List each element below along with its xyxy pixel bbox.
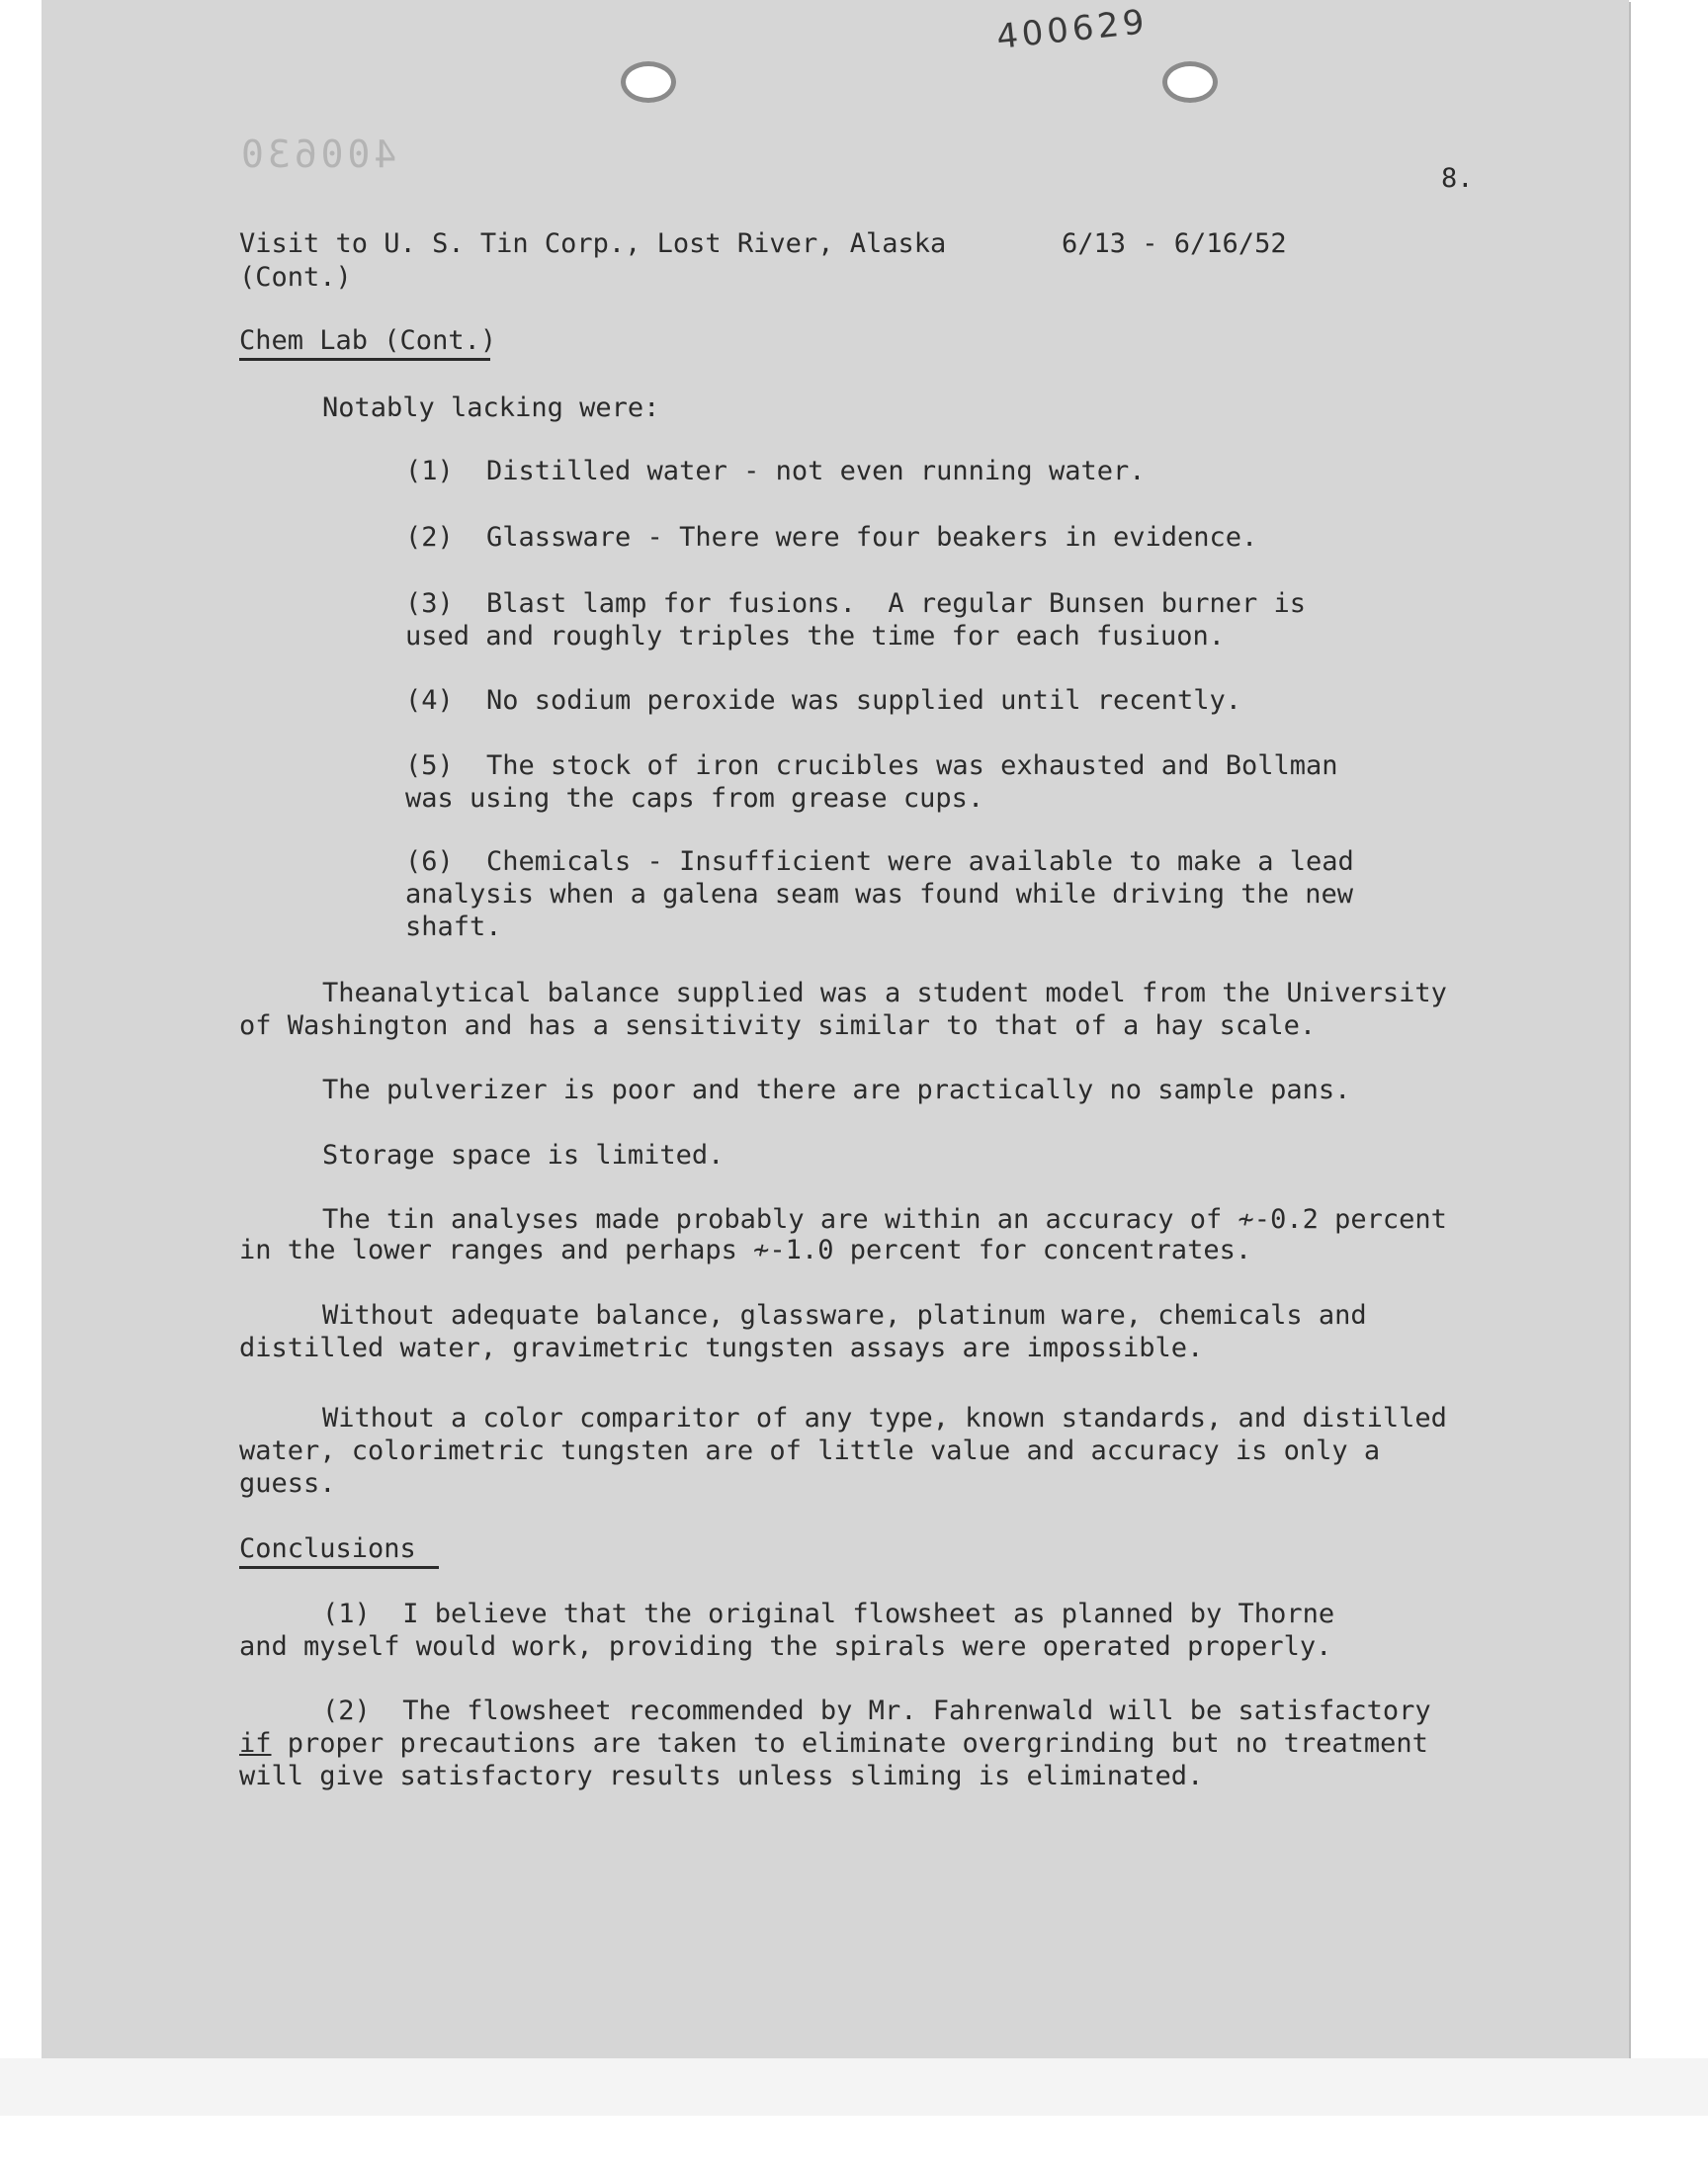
scan-margin (0, 2058, 1708, 2116)
colorimetric-paragraph-line2: water, colorimetric tungsten are of little value and accuracy is only a (239, 1436, 1381, 1466)
balance-paragraph-line2: of Washington and has a sensitivity similar to that of a hay scale. (239, 1010, 1317, 1041)
lacking-item-4-number: (4) (405, 685, 454, 716)
conclusion-2-line2 (239, 1727, 1428, 1760)
lacking-item-6-text-line2: analysis when a galena seam was found while driving the new (405, 879, 1354, 910)
colorimetric-paragraph-line3: guess. (239, 1468, 336, 1499)
conclusion-2-line1: (2) The flowsheet recommended by Mr. Fahrenwald will be satisfactory (322, 1696, 1431, 1726)
conclusion-1-line1: (1) I believe that the original flowsheet as planned by Thorne (322, 1599, 1335, 1629)
heading-title: Visit to U. S. Tin Corp., Lost River, Alaska (239, 228, 947, 259)
punch-hole-left (621, 61, 676, 103)
lacking-item-3-text-line1: Blast lamp for fusions. A regular Bunsen burner is (486, 588, 1307, 619)
lacking-item-4-text: No sodium peroxide was supplied until recently. (486, 685, 1242, 716)
heading-date: 6/13 - 6/16/52 (1062, 228, 1287, 259)
section-title-chem-lab: Chem Lab (Cont.) (239, 324, 490, 361)
document-number-stamp: 400629 (994, 2, 1151, 57)
lacking-item-3-number: (3) (405, 588, 454, 619)
lacking-item-5-text-line2: was using the caps from grease cups. (405, 783, 984, 814)
storage-paragraph: Storage space is limited. (322, 1140, 725, 1171)
conclusion-2-line2-text: proper precautions are taken to eliminate overgrinding but no treatment (271, 1728, 1428, 1759)
underlined-if: if (239, 1728, 272, 1759)
lacking-item-2-text: Glassware - There were four beakers in evidence. (486, 522, 1258, 553)
lacking-item-6-text-line3: shaft. (405, 912, 502, 942)
conclusion-2-line3: will give satisfactory results unless sliming is eliminated. (239, 1761, 1204, 1791)
lacking-item-5-text-line1: The stock of iron crucibles was exhausted and Bollman (486, 750, 1338, 781)
gravimetric-paragraph-line1: Without adequate balance, glassware, platinum ware, chemicals and (322, 1300, 1367, 1331)
tin-analyses-paragraph-line1: The tin analyses made probably are within an accuracy of ≁-0.2 percent (322, 1204, 1447, 1235)
lacking-item-1-number: (1) (405, 456, 454, 486)
balance-paragraph-line1: Theanalytical balance supplied was a student model from the University (322, 978, 1447, 1008)
faded-number-stamp: 400630 (237, 132, 397, 176)
conclusion-1-line2: and myself would work, providing the spirals were operated properly. (239, 1631, 1332, 1662)
lacking-item-3-text-line2: used and roughly triples the time for each fusiuon. (405, 621, 1226, 652)
lacking-item-6-text-line1: Chemicals - Insufficient were available to make a lead (486, 846, 1354, 877)
lacking-item-1-text: Distilled water - not even running water. (486, 456, 1146, 486)
page-number: 8. (1441, 163, 1474, 194)
heading-continued: (Cont.) (239, 262, 352, 293)
colorimetric-paragraph-line1: Without a color comparitor of any type, known standards, and distilled (322, 1403, 1447, 1434)
tin-analyses-paragraph-line2: in the lower ranges and perhaps ≁-1.0 percent for concentrates. (239, 1235, 1252, 1265)
gravimetric-paragraph-line2: distilled water, gravimetric tungsten assays are impossible. (239, 1333, 1204, 1363)
lacking-item-2-number: (2) (405, 522, 454, 553)
punch-hole-right (1162, 61, 1218, 103)
lacking-item-6-number: (6) (405, 846, 454, 877)
lacking-item-5-number: (5) (405, 750, 454, 781)
pulverizer-paragraph: The pulverizer is poor and there are practically no sample pans. (322, 1075, 1351, 1105)
chem-lab-intro: Notably lacking were: (322, 392, 660, 423)
section-title-conclusions: Conclusions (239, 1532, 439, 1569)
